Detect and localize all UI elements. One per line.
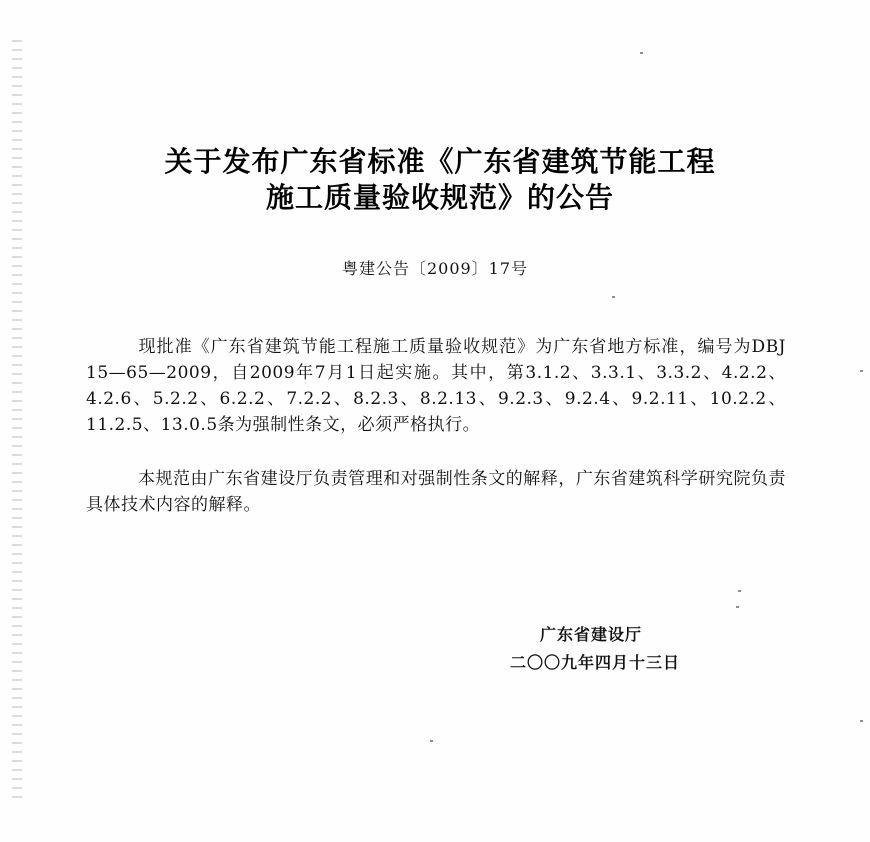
scan-speck (430, 740, 433, 742)
signature-date: 二〇〇九年四月十三日 (510, 653, 681, 672)
scan-speck (860, 720, 863, 722)
paragraph-responsibility-text: 本规范由广东省建设厅负责管理和对强制性条文的解释，广东省建筑科学研究院负责具体技术内容的解释。 (86, 469, 786, 515)
scan-speck (612, 296, 615, 298)
scan-speck (640, 52, 643, 54)
document-number: 粤建公告〔2009〕17号 (341, 259, 529, 278)
paragraph-responsibility (86, 466, 786, 518)
scan-speck (738, 590, 741, 592)
title-line-1: 关于发布广东省标准《广东省建筑节能工程 (164, 145, 716, 178)
paragraph-approval-text: 现批准《广东省建筑节能工程施工质量验收规范》为广东省地方标准，编号为DBJ 15—65—2009，自2009年7月1日起实施。其中，第3.1.2、3.3.1、3.3.2、4.2.2、4.2.6、5.2.2、6.2.2、7.2.2、8.2.3、8.2.13、9.2.3、9.2.4、9.2.11、10.2.2、11.2.5、13.0.5条为强制性条文，必须严格执行。 (86, 337, 786, 435)
title-line-2: 施工质量验收规范》的公告 (265, 181, 614, 214)
scan-speck (736, 606, 739, 608)
scan-margin-noise (12, 40, 22, 800)
paragraph-approval (86, 334, 786, 438)
signature-organization: 广东省建设厅 (540, 625, 643, 644)
scan-speck (860, 370, 863, 372)
